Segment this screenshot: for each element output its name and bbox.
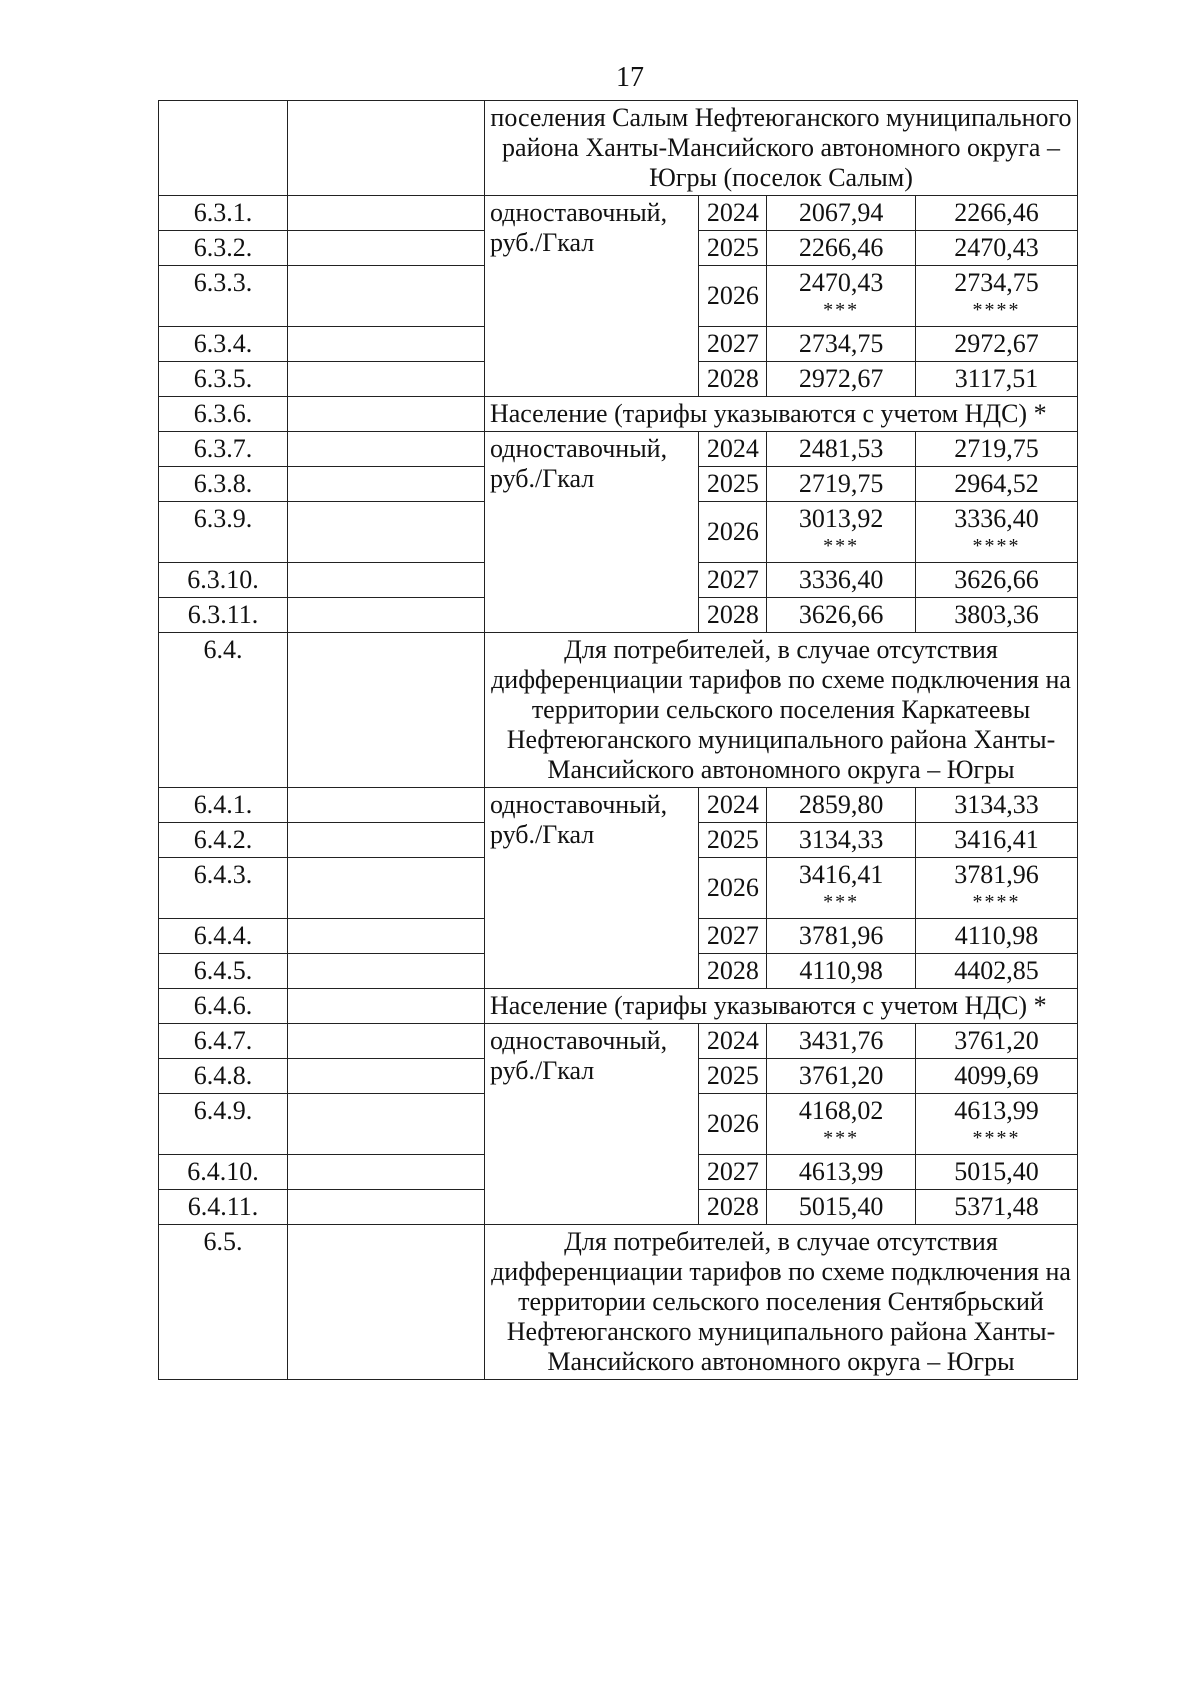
indicator-label: одноставочный, руб./Гкал — [484, 432, 698, 633]
tariff-first-half-value: 4110,98 — [799, 956, 883, 985]
tariff-first-half-cell — [767, 858, 916, 919]
table-row — [159, 101, 1078, 196]
tariff-second-half-cell — [916, 563, 1078, 598]
tariff-first-half-value: 3416,41 — [798, 860, 884, 889]
row-number: 6.3.3. — [159, 266, 288, 327]
empty-cell — [288, 327, 485, 362]
year-cell: 2026 — [699, 266, 767, 327]
tariff-first-half-value: 3013,92 — [798, 504, 884, 533]
empty-cell — [288, 432, 485, 467]
row-number: 6.3.5. — [159, 362, 288, 397]
empty-cell — [288, 1059, 485, 1094]
tariff-second-half-value: 4110,98 — [954, 921, 1039, 950]
tariff-second-half-value: 3134,33 — [954, 790, 1039, 819]
tariff-first-half-cell — [767, 467, 916, 502]
tariff-first-half-value: 2859,80 — [798, 790, 884, 819]
footnote-marker: *** — [823, 535, 860, 557]
tariff-second-half-cell — [916, 362, 1078, 397]
tariff-first-half-cell — [767, 1059, 916, 1094]
year-cell: 2028 — [699, 954, 767, 989]
tariff-first-half-value: 2470,43 — [798, 268, 884, 297]
year-cell: 2026 — [699, 1094, 767, 1155]
population-label: Население (тарифы указываются с учетом НДС) * — [484, 397, 1077, 432]
table-row — [159, 633, 1078, 788]
tariff-second-half-value: 3117,51 — [954, 364, 1039, 393]
tariff-first-half-cell — [767, 1155, 916, 1190]
tariff-first-half-cell — [767, 266, 916, 327]
tariff-first-half-value: 3134,33 — [798, 825, 884, 854]
tariff-first-half-value: 3431,76 — [798, 1026, 884, 1055]
tariff-second-half-cell — [916, 598, 1078, 633]
tariff-second-half-value: 3761,20 — [954, 1026, 1039, 1055]
empty-cell — [288, 231, 485, 266]
tariff-second-half-cell — [916, 788, 1078, 823]
year-cell: 2026 — [699, 858, 767, 919]
footnote-marker: *** — [823, 299, 860, 321]
footnote-marker: *** — [823, 1127, 860, 1149]
empty-cell — [288, 266, 485, 327]
row-number: 6.4.11. — [159, 1190, 288, 1225]
year-cell: 2027 — [699, 327, 767, 362]
tariff-first-half-value: 2719,75 — [798, 469, 884, 498]
empty-cell — [288, 823, 485, 858]
empty-cell — [288, 598, 485, 633]
tariff-first-half-cell — [767, 1094, 916, 1155]
row-number: 6.3.1. — [159, 196, 288, 231]
tariff-second-half-cell — [916, 1155, 1078, 1190]
tariff-first-half-value: 4168,02 — [798, 1096, 884, 1125]
tariff-first-half-cell — [767, 598, 916, 633]
empty-cell — [288, 954, 485, 989]
tariff-second-half-value: 3336,40 — [954, 504, 1039, 533]
tariff-second-half-value: 2964,52 — [954, 469, 1039, 498]
year-cell: 2024 — [699, 788, 767, 823]
empty-cell — [288, 788, 485, 823]
year-cell: 2028 — [699, 362, 767, 397]
footnote-marker: **** — [972, 535, 1021, 557]
tariff-first-half-cell — [767, 327, 916, 362]
tariff-second-half-value: 2266,46 — [954, 198, 1039, 227]
row-number: 6.3.8. — [159, 467, 288, 502]
tariff-first-half-cell — [767, 196, 916, 231]
tariff-first-half-value: 2481,53 — [798, 434, 884, 463]
tariff-second-half-value: 4613,99 — [954, 1096, 1039, 1125]
row-number: 6.3.6. — [159, 397, 288, 432]
empty-cell — [288, 1094, 485, 1155]
tariff-second-half-value: 2972,67 — [954, 329, 1039, 358]
empty-cell — [288, 101, 485, 196]
table-row — [159, 432, 1078, 467]
empty-cell — [288, 919, 485, 954]
empty-cell — [288, 362, 485, 397]
tariff-first-half-cell — [767, 362, 916, 397]
tariff-second-half-cell — [916, 231, 1078, 266]
tariff-first-half-cell — [767, 1190, 916, 1225]
tariff-second-half-cell — [916, 502, 1078, 563]
tariff-second-half-value: 5015,40 — [954, 1157, 1039, 1186]
table-row — [159, 1225, 1078, 1380]
empty-cell — [288, 633, 485, 788]
tariff-first-half-cell — [767, 432, 916, 467]
row-number: 6.4.8. — [159, 1059, 288, 1094]
tariff-first-half-value: 2972,67 — [798, 364, 884, 393]
tariff-first-half-cell — [767, 231, 916, 266]
year-cell: 2025 — [699, 231, 767, 266]
footnote-marker: **** — [972, 1127, 1021, 1149]
tariff-second-half-cell — [916, 432, 1078, 467]
row-number: 6.4.5. — [159, 954, 288, 989]
table-row — [159, 397, 1078, 432]
row-number: 6.3.2. — [159, 231, 288, 266]
year-cell: 2027 — [699, 919, 767, 954]
empty-cell — [288, 1155, 485, 1190]
tariff-first-half-cell — [767, 502, 916, 563]
tariff-second-half-cell — [916, 1059, 1078, 1094]
footnote-marker: **** — [972, 891, 1021, 913]
row-number: 6.3.11. — [159, 598, 288, 633]
tariff-first-half-value: 3336,40 — [798, 565, 884, 594]
tariff-second-half-value: 3781,96 — [954, 860, 1039, 889]
tariff-second-half-cell — [916, 1024, 1078, 1059]
tariff-second-half-cell — [916, 467, 1078, 502]
tariff-first-half-value: 3781,96 — [798, 921, 884, 950]
empty-cell — [288, 1225, 485, 1380]
indicator-label: одноставочный, руб./Гкал — [484, 1024, 698, 1225]
tariff-first-half-cell — [767, 563, 916, 598]
tariff-first-half-cell — [767, 788, 916, 823]
tariff-second-half-value: 3626,66 — [954, 565, 1039, 594]
tariff-second-half-value: 4099,69 — [954, 1061, 1039, 1090]
year-cell: 2024 — [699, 432, 767, 467]
section-header-text: Для потребителей, в случае отсутствия дифференциации тарифов по схеме подключения на территории сельского поселения Сентябрьский Нефтеюганского муниципального района Ханты-Мансийского автономного округа – Югры — [484, 1225, 1077, 1380]
tariff-second-half-value: 2734,75 — [954, 268, 1039, 297]
row-number: 6.3.4. — [159, 327, 288, 362]
section-header-text: Для потребителей, в случае отсутствия дифференциации тарифов по схеме подключения на территории сельского поселения Каркатеевы Нефтеюганского муниципального района Ханты-Мансийского автономного округа – Югры — [484, 633, 1077, 788]
tariff-second-half-cell — [916, 327, 1078, 362]
tariff-second-half-cell — [916, 858, 1078, 919]
indicator-label: одноставочный, руб./Гкал — [484, 196, 698, 397]
indicator-label: одноставочный, руб./Гкал — [484, 788, 698, 989]
empty-cell — [288, 563, 485, 598]
row-number: 6.4.4. — [159, 919, 288, 954]
tariff-first-half-value: 5015,40 — [798, 1192, 884, 1221]
tariff-first-half-value: 2734,75 — [798, 329, 884, 358]
row-number: 6.5. — [159, 1225, 288, 1380]
empty-cell — [288, 196, 485, 231]
year-cell: 2025 — [699, 1059, 767, 1094]
tariff-second-half-cell — [916, 1190, 1078, 1225]
footnote-marker: *** — [823, 891, 860, 913]
year-cell: 2027 — [699, 563, 767, 598]
tariff-second-half-cell — [916, 823, 1078, 858]
tariff-second-half-value: 2470,43 — [954, 233, 1039, 262]
tariff-second-half-cell — [916, 954, 1078, 989]
tariff-first-half-cell — [767, 1024, 916, 1059]
tariff-first-half-cell — [767, 823, 916, 858]
empty-cell — [288, 1190, 485, 1225]
year-cell: 2025 — [699, 467, 767, 502]
empty-cell — [288, 1024, 485, 1059]
tariff-first-half-value: 2266,46 — [798, 233, 884, 262]
row-number-cell — [159, 101, 288, 196]
empty-cell — [288, 502, 485, 563]
tariff-second-half-value: 2719,75 — [954, 434, 1039, 463]
section-header-text: поселения Салым Нефтеюганского муниципального района Ханты-Мансийского автономного округа – Югры (поселок Салым) — [484, 101, 1077, 196]
row-number: 6.4.2. — [159, 823, 288, 858]
tariff-first-half-cell — [767, 919, 916, 954]
row-number: 6.4. — [159, 633, 288, 788]
table-row — [159, 989, 1078, 1024]
row-number: 6.3.7. — [159, 432, 288, 467]
year-cell: 2026 — [699, 502, 767, 563]
tariff-second-half-cell — [916, 196, 1078, 231]
row-number: 6.4.10. — [159, 1155, 288, 1190]
row-number: 6.4.7. — [159, 1024, 288, 1059]
empty-cell — [288, 397, 485, 432]
tariff-second-half-cell — [916, 1094, 1078, 1155]
tariff-second-half-value: 3803,36 — [954, 600, 1039, 629]
tariff-first-half-value: 2067,94 — [798, 198, 884, 227]
tariff-first-half-value: 3761,20 — [798, 1061, 884, 1090]
tariff-second-half-value: 5371,48 — [954, 1192, 1039, 1221]
empty-cell — [288, 989, 485, 1024]
year-cell: 2027 — [699, 1155, 767, 1190]
year-cell: 2024 — [699, 1024, 767, 1059]
year-cell: 2024 — [699, 196, 767, 231]
tariff-second-half-cell — [916, 919, 1078, 954]
year-cell: 2028 — [699, 1190, 767, 1225]
row-number: 6.3.9. — [159, 502, 288, 563]
row-number: 6.4.9. — [159, 1094, 288, 1155]
page-number: 17 — [616, 62, 644, 93]
tariff-second-half-value: 3416,41 — [954, 825, 1039, 854]
empty-cell — [288, 467, 485, 502]
table-row — [159, 196, 1078, 231]
year-cell: 2028 — [699, 598, 767, 633]
tariff-first-half-value: 4613,99 — [798, 1157, 884, 1186]
tariff-first-half-value: 3626,66 — [798, 600, 884, 629]
tariff-table — [158, 100, 1078, 1380]
tariff-first-half-cell — [767, 954, 916, 989]
tariff-second-half-cell — [916, 266, 1078, 327]
row-number: 6.4.1. — [159, 788, 288, 823]
tariff-second-half-value: 4402,85 — [954, 956, 1039, 985]
table-row — [159, 1024, 1078, 1059]
empty-cell — [288, 858, 485, 919]
row-number: 6.4.3. — [159, 858, 288, 919]
population-label: Население (тарифы указываются с учетом НДС) * — [484, 989, 1077, 1024]
row-number: 6.3.10. — [159, 563, 288, 598]
row-number: 6.4.6. — [159, 989, 288, 1024]
footnote-marker: **** — [972, 299, 1021, 321]
year-cell: 2025 — [699, 823, 767, 858]
table-row — [159, 788, 1078, 823]
